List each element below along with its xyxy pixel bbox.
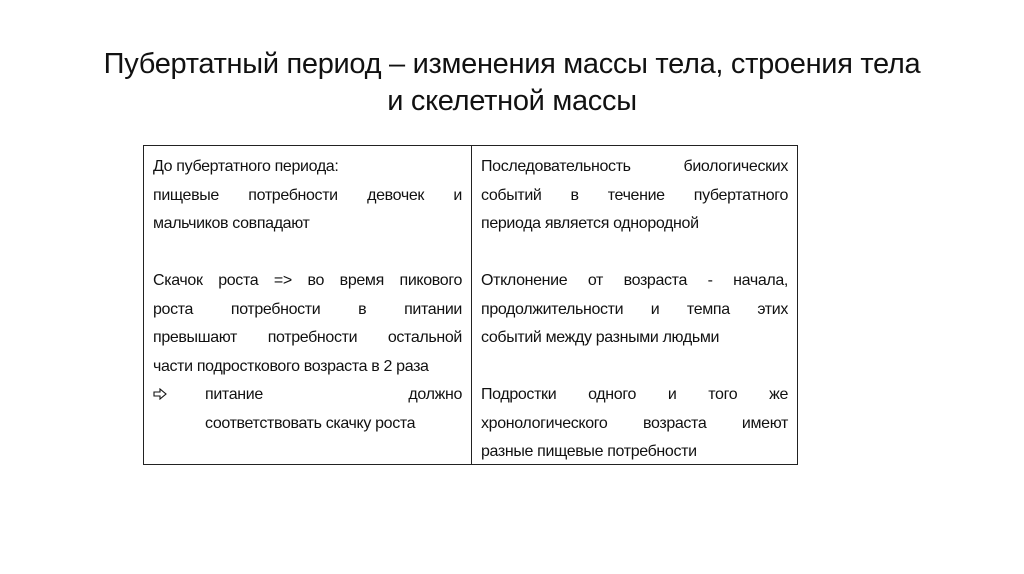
bullet-line: соответствовать скачку роста — [205, 414, 416, 432]
left-line: роста потребности в питании — [153, 300, 462, 318]
right-line: периода является однородной — [481, 215, 699, 232]
left-column — [144, 146, 472, 464]
left-line: Скачок роста => во время пикового — [153, 272, 462, 289]
left-line: До пубертатного периода: — [153, 158, 339, 175]
bullet-item — [153, 381, 462, 438]
left-line: части подросткового возраста в 2 раза — [153, 357, 429, 375]
spacer — [153, 239, 462, 268]
content-table — [143, 145, 798, 465]
left-line: пищевые потребности девочек и — [153, 186, 462, 204]
right-line: событий между разными людьми — [481, 329, 720, 346]
bullet-text — [205, 381, 462, 438]
slide-title — [40, 46, 984, 120]
bullet-line: питание должно — [205, 386, 462, 403]
spacer — [481, 353, 788, 382]
slide-title-line-2: и скелетной массы — [387, 85, 637, 117]
right-line: разные пищевые потребности — [481, 443, 697, 460]
left-line: превышают потребности остальной — [153, 329, 462, 346]
spacer — [481, 239, 788, 268]
right-line: хронологического возраста имеют — [481, 414, 788, 432]
right-column — [472, 146, 797, 464]
right-line: Отклонение от возраста - начала, — [481, 272, 788, 289]
right-line: продолжительности и темпа этих — [481, 300, 788, 318]
slide-title-line-1: Пубертатный период – изменения массы тела, строения тела — [103, 48, 921, 80]
right-line: Последовательность биологических — [481, 158, 788, 175]
right-line: событий в течение пубертатного — [481, 186, 788, 204]
right-line: Подростки одного и того же — [481, 386, 788, 403]
arrow-right-icon — [153, 381, 205, 410]
left-line: мальчиков совпадают — [153, 215, 310, 232]
